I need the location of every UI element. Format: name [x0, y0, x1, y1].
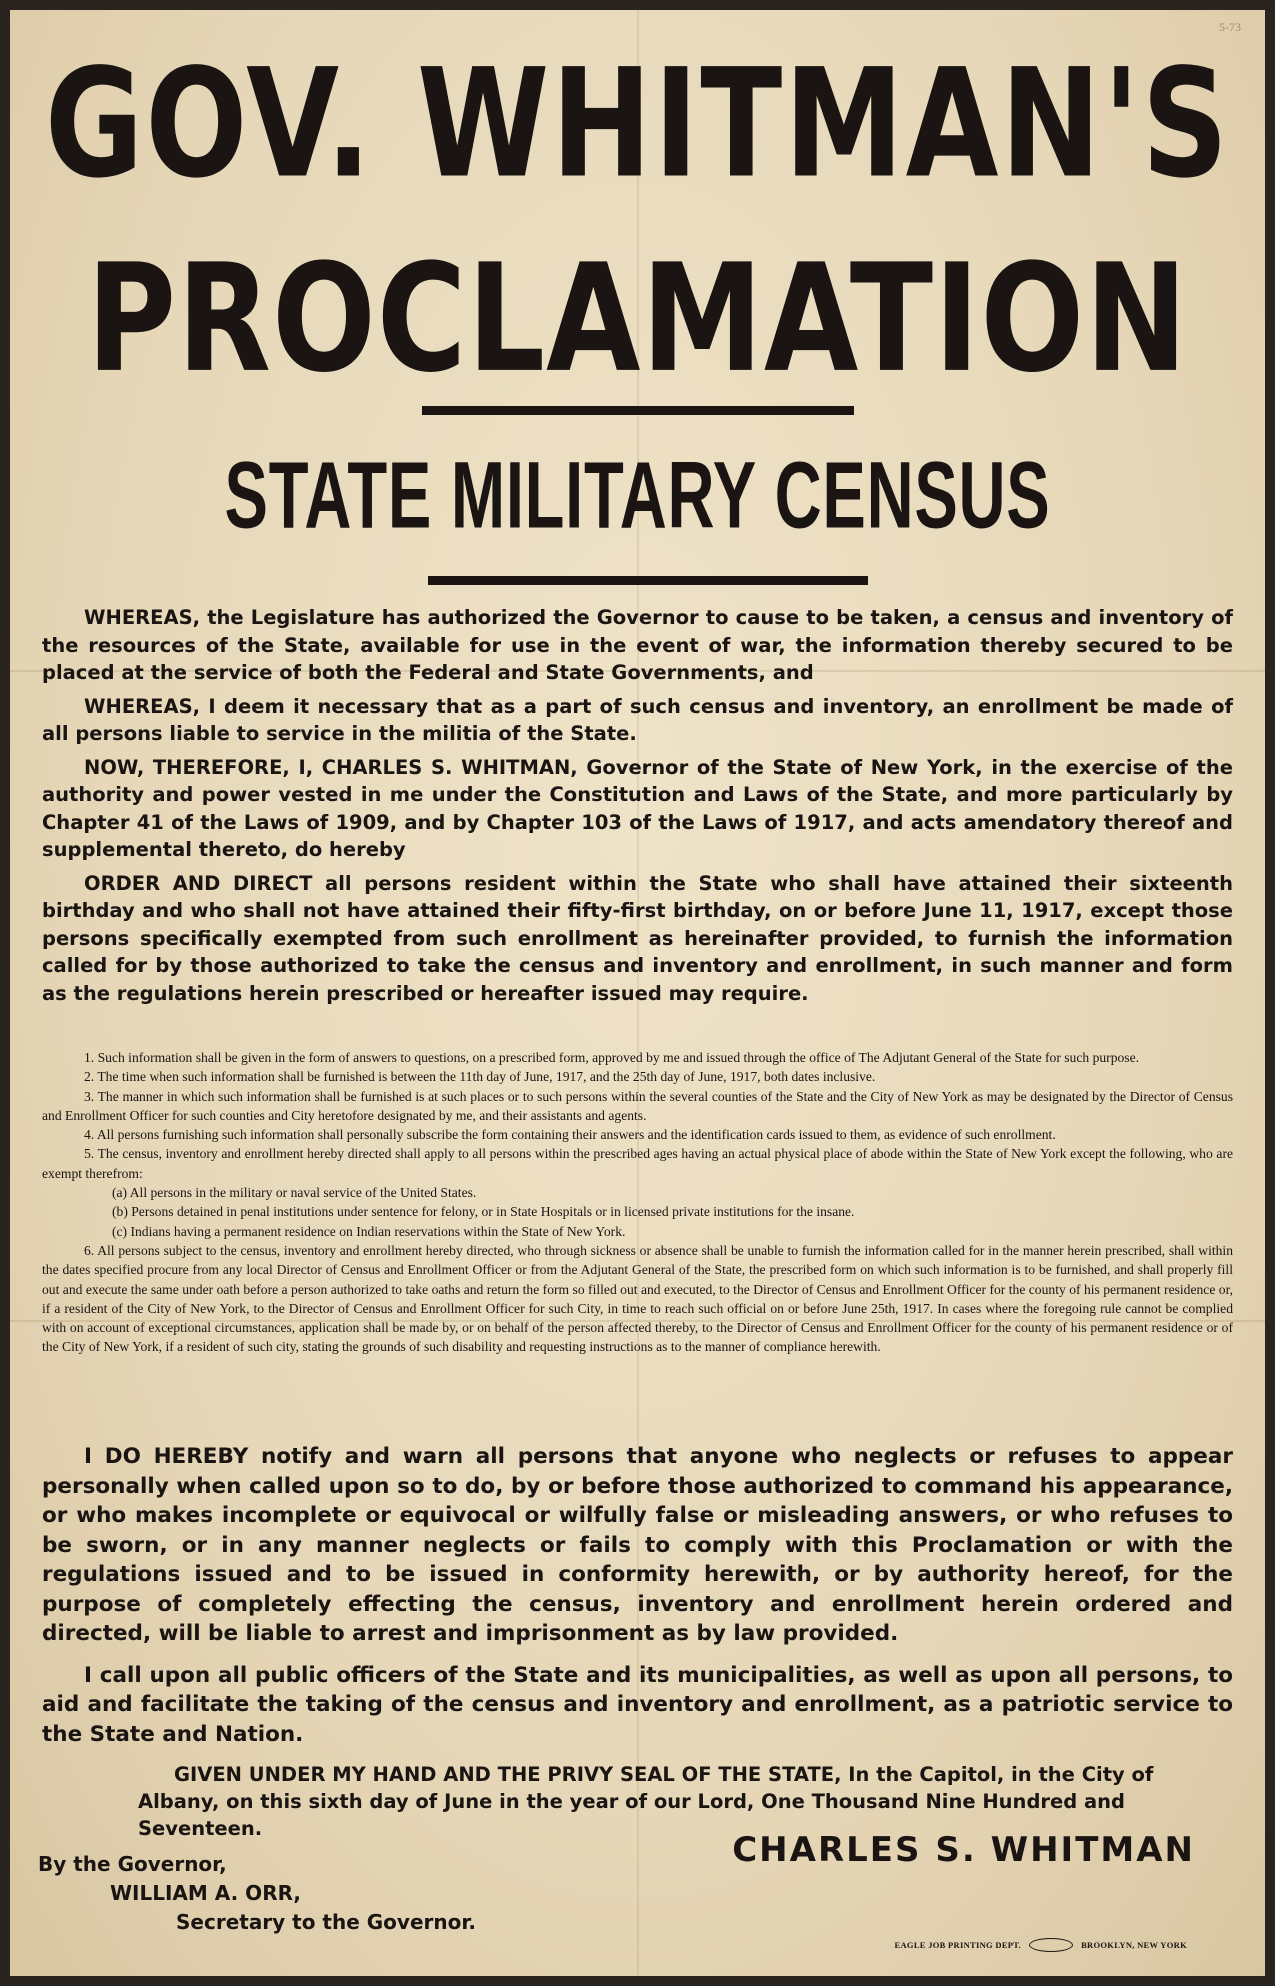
rule-top — [422, 406, 854, 415]
proclamation-poster — [10, 10, 1265, 1976]
regulation-5a: (a) All persons in the military or naval service of the United States. — [112, 1185, 477, 1201]
printer-seal-icon — [1029, 1938, 1073, 1952]
regulation-1: 1. Such information shall be given in the form of answers to questions, on a prescribed form, approved by me and issued through the office of The Adjutant General of the State for such purpose. — [84, 1050, 1140, 1065]
preamble-section — [42, 604, 1233, 1013]
attest-line-1: By the Governor, — [38, 1852, 227, 1876]
printer-imprint — [895, 1938, 1187, 1952]
closing-section — [42, 1442, 1233, 1842]
regulations-section — [42, 1048, 1233, 1357]
rule-bottom — [428, 576, 868, 585]
title-line-2: PROCLAMATION — [86, 232, 1189, 406]
regulation-5b: (b) Persons detained in penal institutions under sentence for felony, or in State Hospitals or in licensed private institutions for the insane. — [112, 1204, 855, 1220]
appeal-paragraph: I call upon all public officers of the State and its municipalities, as well as upon all persons, to aid and facilitate the taking of the census and inventory and enrollment, as a patriotic service to the State and Nation. — [42, 1662, 1233, 1747]
attest-line-2: WILLIAM A. ORR, — [110, 1881, 301, 1905]
governor-signature: CHARLES S. WHITMAN — [732, 1830, 1195, 1870]
regulation-5: 5. The census, inventory and enrollment hereby directed shall apply to all persons within the prescribed ages having an actual physical place of abode within the State of New York except the following, who are exempt therefrom: — [42, 1146, 1233, 1181]
regulation-4: 4. All persons furnishing such information shall personally subscribe the form containing their answers and the identification cards issued to them, as evidence of such enrollment. — [84, 1127, 1056, 1143]
regulation-3: 3. The manner in which such information shall be furnished is at such places or to such persons within the several counties of the State and the City of New York as may be designated by the Director of Census and Enrollment Officer for such counties and City heretofore designated by me, and their assistants and agents. — [42, 1088, 1233, 1123]
order-and-direct: ORDER AND DIRECT all persons resident within the State who shall have attained their sixteenth birthday and who shall not have attained their fifty-first birthday, on or before June 11, 1917, except those persons specifically exempted from such enrollment as hereinafter provided, to furnish the information called for by those authorized to take the census and inventory and enrollment, in such manner and form as the regulations herein prescribed or hereafter issued may require. — [42, 871, 1233, 1005]
now-therefore: NOW, THEREFORE, I, CHARLES S. WHITMAN, Governor of the State of New York, in the exercise of the authority and power vested in me under the Constitution and Laws of the State, and more particularly by Chapter 41 of the Laws of 1909, and by Chapter 103 of the Laws of 1917, and acts amendatory thereof and supplemental thereto, do hereby — [42, 755, 1233, 861]
printer-name: EAGLE JOB PRINTING DEPT. — [894, 1940, 1022, 1950]
regulation-2: 2. The time when such information shall be furnished is between the 11th day of June, 1917, and the 25th day of June, 1917, both dates inclusive. — [84, 1069, 876, 1085]
archive-mark: 5-73 — [1219, 20, 1241, 34]
subtitle: STATE MILITARY CENSUS — [224, 441, 1051, 548]
regulation-6: 6. All persons subject to the census, inventory and enrollment hereby directed, who through sickness or absence shall be unable to furnish the information called for in the manner herein prescribed, shall within the dates specified procure from any local Director of Census and Enrollment Officer or from the Adjutant General of the State, the prescribed form on which such information is to be furnished, and shall properly fill out and execute the same under oath before a person authorized to take oaths and return the form so filled out and executed, to the Director of Census and Enrollment Officer for the county of his permanent residence or, if a resident of the City of New York, to the Director of Census and Enrollment Officer for such City, in time to reach such official on or before June 25th, 1917. In cases where the foregoing rule cannot be complied with on account of exceptional circumstances, application shall be made by, or on behalf of the person affected thereby, to the Director of Census and Enrollment Officer for the county of his permanent residence or of the City of New York, if a resident of such city, stating the grounds of such disability and requesting instructions as to the manner of compliance herewith. — [42, 1242, 1233, 1355]
attest-line-3: Secretary to the Governor. — [176, 1910, 476, 1934]
whereas-enrollment: WHEREAS, I deem it necessary that as a part of such census and inventory, an enrollment be made of all persons liable to service in the militia of the State. — [42, 694, 1233, 745]
regulation-5c: (c) Indians having a permanent residence on Indian reservations within the State of New York. — [112, 1223, 626, 1239]
title-line-1: GOV. WHITMAN'S — [44, 38, 1231, 212]
printer-location: BROOKLYN, NEW YORK — [1081, 1940, 1187, 1950]
whereas-legislature: WHEREAS, the Legislature has authorized the Governor to cause to be taken, a census and inventory of the resources of the State, available for use in the event of war, the information thereby secured to be placed at the service of both the Federal and State Governments, and — [42, 606, 1233, 684]
attestation — [38, 1850, 476, 1937]
given-under-hand: GIVEN UNDER MY HAND AND THE PRIVY SEAL OF THE STATE, In the Capitol, in the City of Albany, on this sixth day of June in the year of our Lord, One Thousand Nine Hundred and Seventeen. — [138, 1763, 1154, 1840]
warning-paragraph: I DO HEREBY notify and warn all persons that anyone who neglects or refuses to appear personally when called upon so to do, by or before those authorized to command his appearance, or who makes incomplete or equivocal or wilfully false or misleading answers, or who refuses to be sworn, or in any manner neglects or fails to comply with this Proclamation or with the regulations issued and to be issued in conformity herewith, or by authority hereof, for the purpose of completely effecting the census, inventory and enrollment herein ordered and directed, will be liable to arrest and imprisonment as by law provided. — [42, 1444, 1233, 1646]
